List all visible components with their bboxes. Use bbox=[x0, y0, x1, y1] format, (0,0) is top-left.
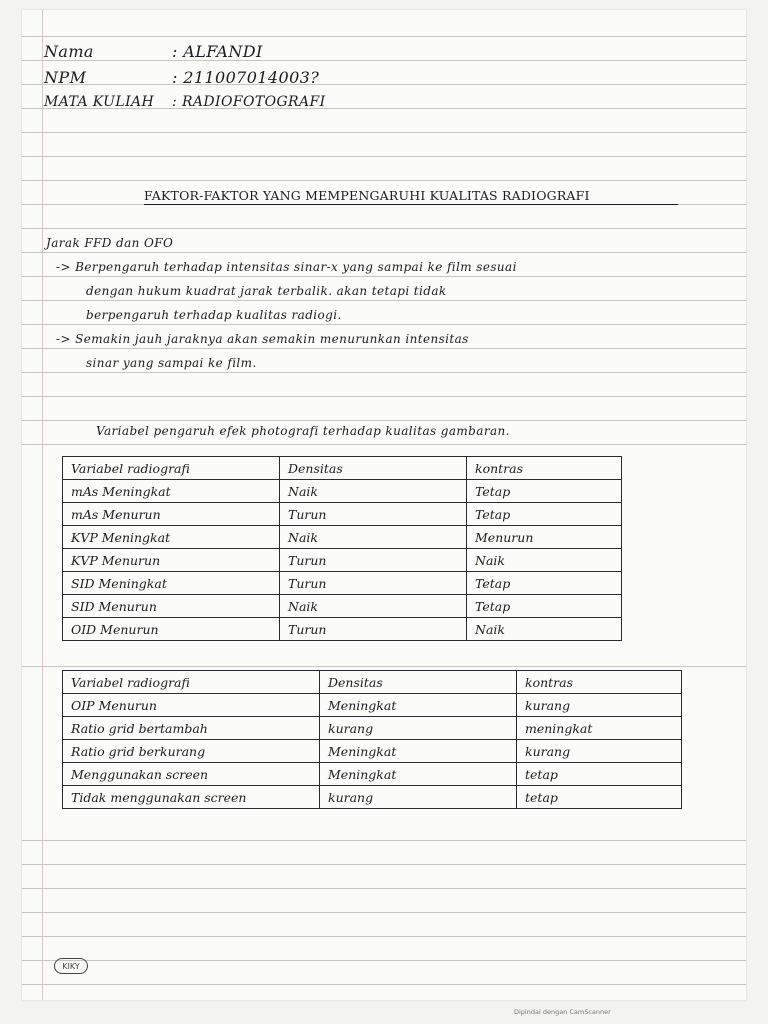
table-cell: SID Meningkat bbox=[63, 572, 280, 595]
table-row bbox=[63, 618, 622, 641]
section1-bullet1-line1: -> Berpengaruh terhadap intensitas sinar-x yang sampai ke film sesuai bbox=[56, 260, 517, 274]
rule-line bbox=[22, 396, 746, 397]
table-cell: Meningkat bbox=[320, 763, 517, 786]
rule-line bbox=[22, 252, 746, 253]
page-margin-line bbox=[42, 10, 43, 1000]
table-cell: Tetap bbox=[467, 480, 622, 503]
rule-line bbox=[22, 912, 746, 913]
footer-badge: KIKY bbox=[54, 958, 88, 974]
table-row bbox=[63, 763, 682, 786]
table-cell: Tetap bbox=[467, 503, 622, 526]
rule-line bbox=[22, 132, 746, 133]
table-cell: Turun bbox=[280, 503, 467, 526]
table-header-cell: Densitas bbox=[280, 457, 467, 480]
section1-heading: Jarak FFD dan OFO bbox=[46, 236, 174, 250]
table-cell: KVP Menurun bbox=[63, 549, 280, 572]
table-row bbox=[63, 740, 682, 763]
rule-line bbox=[22, 180, 746, 181]
table-row bbox=[63, 786, 682, 809]
table-cell: Turun bbox=[280, 572, 467, 595]
scanner-watermark: Dipindai dengan CamScanner bbox=[514, 1008, 611, 1016]
table-cell: kurang bbox=[320, 786, 517, 809]
matkul-value: : RADIOFOTOGRAFI bbox=[172, 94, 326, 110]
section1-bullet2-line1: -> Semakin jauh jaraknya akan semakin menurunkan intensitas bbox=[56, 332, 469, 346]
section1-bullet2-line2: sinar yang sampai ke film. bbox=[86, 356, 257, 370]
notebook-page bbox=[22, 10, 746, 1000]
rule-line bbox=[22, 666, 746, 667]
table-cell: Tetap bbox=[467, 572, 622, 595]
table-cell: Meningkat bbox=[320, 740, 517, 763]
table-header-cell: Variabel radiografi bbox=[63, 457, 280, 480]
rule-line bbox=[22, 60, 746, 61]
table-row bbox=[63, 503, 622, 526]
rule-line bbox=[22, 840, 746, 841]
rule-line bbox=[22, 960, 746, 961]
table-header-row bbox=[63, 671, 682, 694]
table-cell: Tetap bbox=[467, 595, 622, 618]
table-row bbox=[63, 480, 622, 503]
table-cell: tetap bbox=[517, 763, 682, 786]
table-cell: Ratio grid bertambah bbox=[63, 717, 320, 740]
table-row bbox=[63, 549, 622, 572]
table-cell: Turun bbox=[280, 549, 467, 572]
table-cell: mAs Menurun bbox=[63, 503, 280, 526]
table-cell: Menggunakan screen bbox=[63, 763, 320, 786]
table-cell: mAs Meningkat bbox=[63, 480, 280, 503]
table-cell: Ratio grid berkurang bbox=[63, 740, 320, 763]
rule-line bbox=[22, 444, 746, 445]
table-cell: Naik bbox=[467, 549, 622, 572]
nama-label: Nama bbox=[44, 42, 94, 61]
npm-label: NPM bbox=[44, 68, 87, 87]
table-row bbox=[63, 694, 682, 717]
table-cell: tetap bbox=[517, 786, 682, 809]
rule-line bbox=[22, 984, 746, 985]
table-header-cell: Densitas bbox=[320, 671, 517, 694]
rule-line bbox=[22, 888, 746, 889]
rule-line bbox=[22, 228, 746, 229]
table-row bbox=[63, 526, 622, 549]
table-cell: Naik bbox=[280, 595, 467, 618]
table-cell: Tidak menggunakan screen bbox=[63, 786, 320, 809]
table-cell: kurang bbox=[517, 740, 682, 763]
rule-line bbox=[22, 156, 746, 157]
table-header-cell: kontras bbox=[467, 457, 622, 480]
rule-line bbox=[22, 372, 746, 373]
table-cell: OID Menurun bbox=[63, 618, 280, 641]
rule-line bbox=[22, 936, 746, 937]
section2-heading: Variabel pengaruh efek photografi terhadap kualitas gambaran. bbox=[96, 424, 510, 438]
matkul-label: MATA KULIAH bbox=[44, 94, 155, 110]
section1-bullet1-line2: dengan hukum kuadrat jarak terbalik. akan tetapi tidak bbox=[86, 284, 447, 298]
table-row bbox=[63, 572, 622, 595]
rule-line bbox=[22, 420, 746, 421]
npm-value: : 211007014003? bbox=[172, 68, 320, 87]
table-cell: Meningkat bbox=[320, 694, 517, 717]
table-cell: Naik bbox=[280, 480, 467, 503]
table-cell: SID Menurun bbox=[63, 595, 280, 618]
table-variabel-2 bbox=[62, 670, 682, 809]
table-variabel-1 bbox=[62, 456, 622, 641]
table-header-cell: Variabel radiografi bbox=[63, 671, 320, 694]
table-cell: OIP Menurun bbox=[63, 694, 320, 717]
rule-line bbox=[22, 348, 746, 349]
section1-bullet1-line3: berpengaruh terhadap kualitas radiogi. bbox=[86, 308, 342, 322]
table-header-cell: kontras bbox=[517, 671, 682, 694]
table-row bbox=[63, 717, 682, 740]
table-row bbox=[63, 595, 622, 618]
rule-line bbox=[22, 864, 746, 865]
rule-line bbox=[22, 324, 746, 325]
table-cell: Turun bbox=[280, 618, 467, 641]
page-title: FAKTOR-FAKTOR YANG MEMPENGARUHI KUALITAS RADIOGRAFI bbox=[144, 188, 590, 203]
table-cell: KVP Meningkat bbox=[63, 526, 280, 549]
table-cell: Naik bbox=[280, 526, 467, 549]
rule-line bbox=[22, 276, 746, 277]
rule-line bbox=[22, 84, 746, 85]
table-header-row bbox=[63, 457, 622, 480]
table-cell: meningkat bbox=[517, 717, 682, 740]
table-cell: kurang bbox=[517, 694, 682, 717]
rule-line bbox=[22, 36, 746, 37]
table-cell: kurang bbox=[320, 717, 517, 740]
table-cell: Naik bbox=[467, 618, 622, 641]
title-underline bbox=[144, 204, 678, 205]
rule-line bbox=[22, 300, 746, 301]
table-cell: Menurun bbox=[467, 526, 622, 549]
nama-value: : ALFANDI bbox=[172, 42, 263, 61]
